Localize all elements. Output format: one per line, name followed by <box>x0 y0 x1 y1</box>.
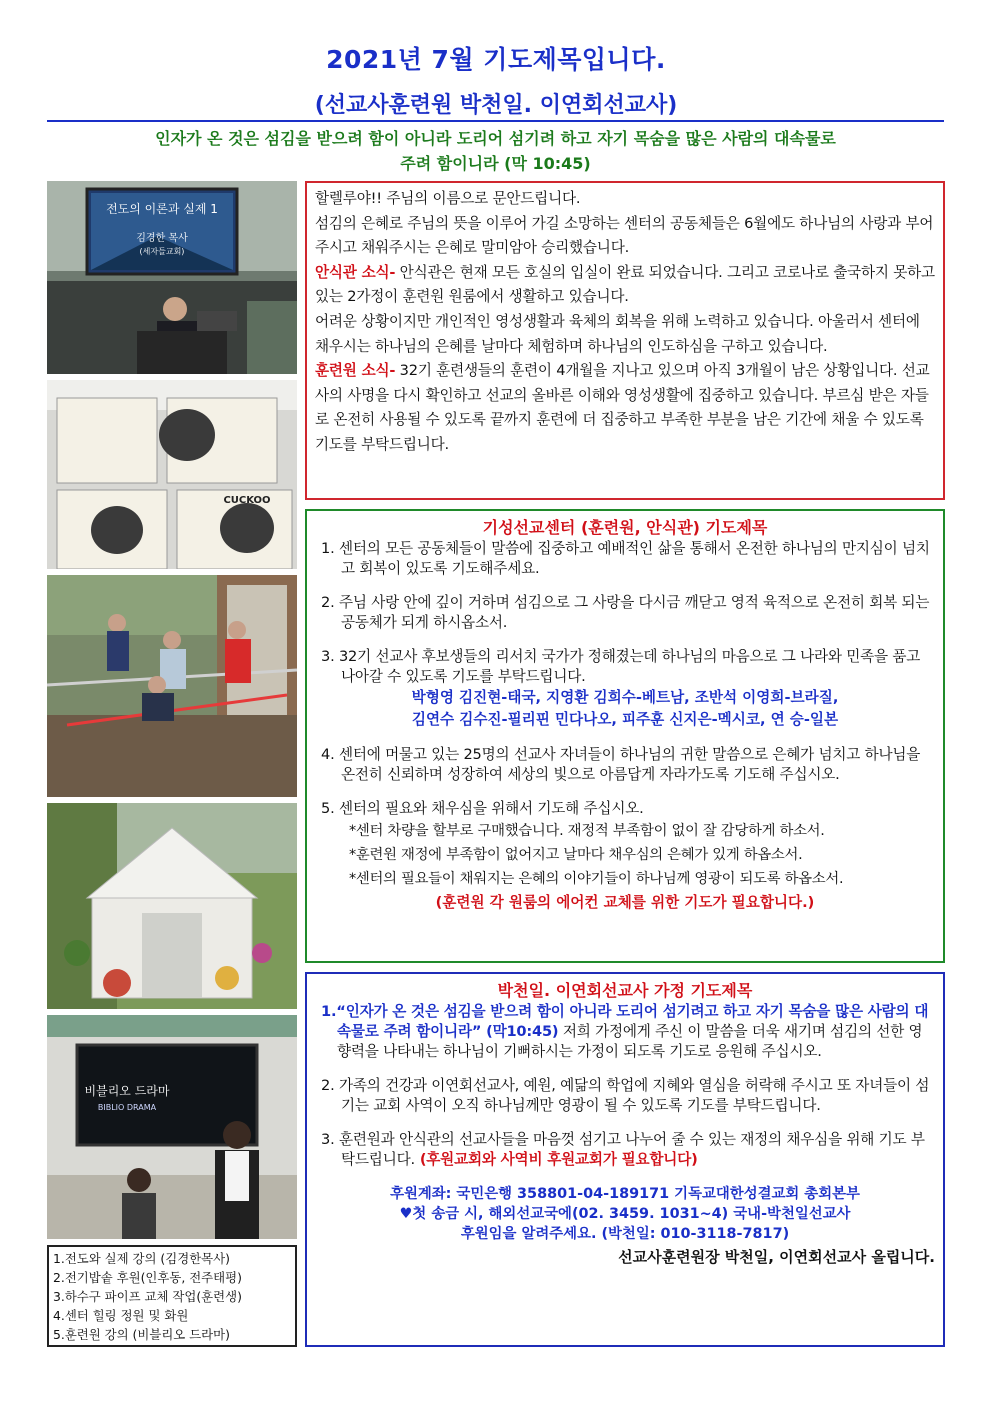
remittance-contact: 후원임을 알려주세요. (박천일: 010-3118-7817) <box>460 1226 790 1242</box>
caption-item: 2.전기밥솥 후원(인후동, 전주태평) <box>53 1270 242 1285</box>
shelter-news-2: 어려운 상황이지만 개인적인 영성생활과 육체의 회복을 위해 노력하고 있습니다. 아울러서 센터에 채우시는 하나님의 은혜를 날마다 체험하며 하나님의 인도하심을 구하고 있습니다. <box>315 312 920 355</box>
photo-rice-cookers <box>47 380 297 569</box>
training-news <box>315 359 935 457</box>
family-item3-text: 3. 훈련원과 안식관의 선교사들을 마음껏 섬기고 나누어 줄 수 있는 재정의 채우심을 위해 기도 부탁드립니다. <box>321 1131 925 1168</box>
caption-item: 4.센터 힐링 정원 및 화원 <box>53 1308 189 1323</box>
family-prayer-item: 2. 가족의 건강과 이연회선교사, 예원, 예닮의 학업에 지혜와 열심을 허락해 주시고 또 자녀들이 섬기는 교회 사역이 오직 하나님께만 영광이 될 수 있도록 기도를 부탁드립니다. <box>321 1077 930 1114</box>
caption-item: 5.훈련원 강의 (비블리오 드라마) <box>53 1327 230 1342</box>
verse-line-1: 인자가 온 것은 섬김을 받으려 함이 아니라 도리어 섬기려 하고 자기 목숨을 많은 사람의 대속물로 <box>155 129 836 148</box>
shelter-news <box>315 261 935 310</box>
lecture-slide-church: (세자들교회) <box>139 247 185 256</box>
header-divider <box>47 120 944 122</box>
center-need-sub: *훈련원 재정에 부족함이 없어지고 날마다 채우심의 은혜가 있게 하옵소서. <box>349 847 803 863</box>
shelter-news-text: 안식관은 현재 모든 호실의 입실이 완료 되었습니다. 그리고 코로나로 출국하지 못하고 있는 2가정이 훈련원 원룸에서 생활하고 있습니다. <box>315 263 935 306</box>
slide-subtitle: BIBLIO DRAMA <box>97 1103 157 1112</box>
candidate-names-2: 김연수 김수진-필리핀 민다나오, 피주훈 신지은-멕시코, 연 승-일본 <box>411 711 839 728</box>
remittance-note: ♥첫 송금 시, 해외선교국에(02. 3459. 1031~4) 국내-박천일선교사 <box>399 1206 851 1222</box>
bible-verse <box>47 126 944 176</box>
lecture-slide-speaker: 김경한 목사 <box>136 233 188 244</box>
photo-lecture <box>47 181 297 374</box>
caption-item: 3.하수구 파이프 교체 작업(훈련생) <box>53 1289 242 1304</box>
family-item1-text: 저희 가정에게 주신 이 말씀을 더욱 새기며 섬김의 선한 영향력을 나타내는 하나님이 기뻐하시는 가정이 되도록 기도로 응원해 주십시오. <box>337 1023 923 1060</box>
bank-account: 후원계좌: 국민은행 358801-04-189171 기독교대한성결교회 총회본부 <box>390 1186 860 1202</box>
center-prayer-title: 기성선교센터 (훈련원, 안식관) 기도제목 <box>482 518 768 537</box>
page-title: 2021년 7월 기도제목입니다. <box>326 45 666 74</box>
family-prayer-item <box>315 1130 935 1170</box>
center-prayer-item: 5. 센터의 필요와 채우심을 위해서 기도해 주십시오. <box>321 800 644 817</box>
photo-healing-garden <box>47 803 297 1009</box>
center-prayer-item: 1. 센터의 모든 공동체들이 말씀에 집중하고 예배적인 삶을 통해서 온전한 하나님의 만지심이 넘치고 회복이 있도록 기도해주세요. <box>321 540 930 577</box>
photo-bibliodrama <box>47 1015 297 1239</box>
lecture-slide-title: 전도의 이론과 실제 1 <box>106 202 218 216</box>
photo-pipe-work <box>47 575 297 797</box>
center-prayer-box <box>305 509 945 963</box>
page-subtitle: (선교사훈련원 박천일. 이연회선교사) <box>314 93 678 118</box>
training-news-label: 훈련원 소식- <box>315 362 396 380</box>
slide-title: 비블리오 드라마 <box>84 1084 170 1098</box>
family-prayer-box <box>305 972 945 1347</box>
center-need-sub: *센터 차량을 할부로 구매했습니다. 재정적 부족함이 없이 잘 감당하게 하소서. <box>349 823 825 839</box>
center-prayer-item: 2. 주님 사랑 안에 깊이 거하며 섬김으로 그 사랑을 다시금 깨닫고 영적 육적으로 온전히 회복 되는 공동체가 되게 하시옵소서. <box>321 594 930 631</box>
family-prayer-title: 박천일. 이연회선교사 가정 기도제목 <box>497 981 753 1000</box>
news-intro: 섬김의 은혜로 주님의 뜻을 이루어 가길 소망하는 센터의 공동체들은 6월에도 하나님의 사랑과 부어주시고 채워주시는 은혜로 말미암아 승리했습니다. <box>315 214 934 257</box>
aircon-need: (훈련원 각 원룸의 에어컨 교체를 위한 기도가 필요합니다.) <box>435 894 815 911</box>
caption-item: 1.전도와 실제 강의 (김경한목사) <box>53 1251 230 1266</box>
signature: 선교사훈련원장 박천일, 이연회선교사 올립니다. <box>618 1248 935 1266</box>
family-prayer-item <box>315 1002 935 1062</box>
center-prayer-item: 3. 32기 선교사 후보생들의 리서치 국가가 정해졌는데 하나님의 마음으로 그 나라와 민족을 품고 나아갈 수 있도록 기도를 부탁드립니다. <box>321 648 921 685</box>
greeting: 할렐루야!! 주님의 이름으로 문안드립니다. <box>315 190 581 207</box>
news-box <box>305 181 945 500</box>
verse-line-2: 주려 함이니라 (막 10:45) <box>400 154 591 173</box>
family-verse-quote: 1.“인자가 온 것은 섬김을 받으려 함이 아니라 도리어 섬기려고 하고 자기 목숨을 많은 사람의 대속물로 주려 함이니라” (막10:45) <box>321 1003 929 1040</box>
center-prayer-item: 4. 센터에 머물고 있는 25명의 선교사 자녀들이 하나님의 귀한 말씀으로 은혜가 넘치고 하나님을 온전히 신뢰하며 성장하여 세상의 빛으로 아름답게 자라가도록 기도해 주십시오. <box>321 746 921 783</box>
cooker-box-brand: CUCKOO <box>223 495 271 506</box>
training-news-text: 32기 훈련생들의 훈련이 4개월을 지나고 있으며 아직 3개월이 남은 상황입니다. 선교사의 사명을 다시 확인하고 선교의 올바른 이해와 영성생활에 집중하고 있습니다. 부르심 받은 자들로 온전히 사용될 수 있도록 끝까지 훈련에 더 집중하고 부족한 부분을 남은 기간에 채울 수 있도록 기도를 부탁드립니다. <box>315 362 930 453</box>
family-item3-need: (후원교회와 사역비 후원교회가 필요합니다) <box>414 1151 698 1168</box>
center-need-sub: *센터의 필요들이 채워지는 은혜의 이야기들이 하나님께 영광이 되도록 하옵소서. <box>349 871 844 887</box>
candidate-names-1: 박형영 김진현-태국, 지영환 김희수-베트남, 조반석 이영희-브라질, <box>411 689 839 706</box>
shelter-news-label: 안식관 소식- <box>315 263 396 281</box>
photo-captions <box>47 1245 297 1347</box>
